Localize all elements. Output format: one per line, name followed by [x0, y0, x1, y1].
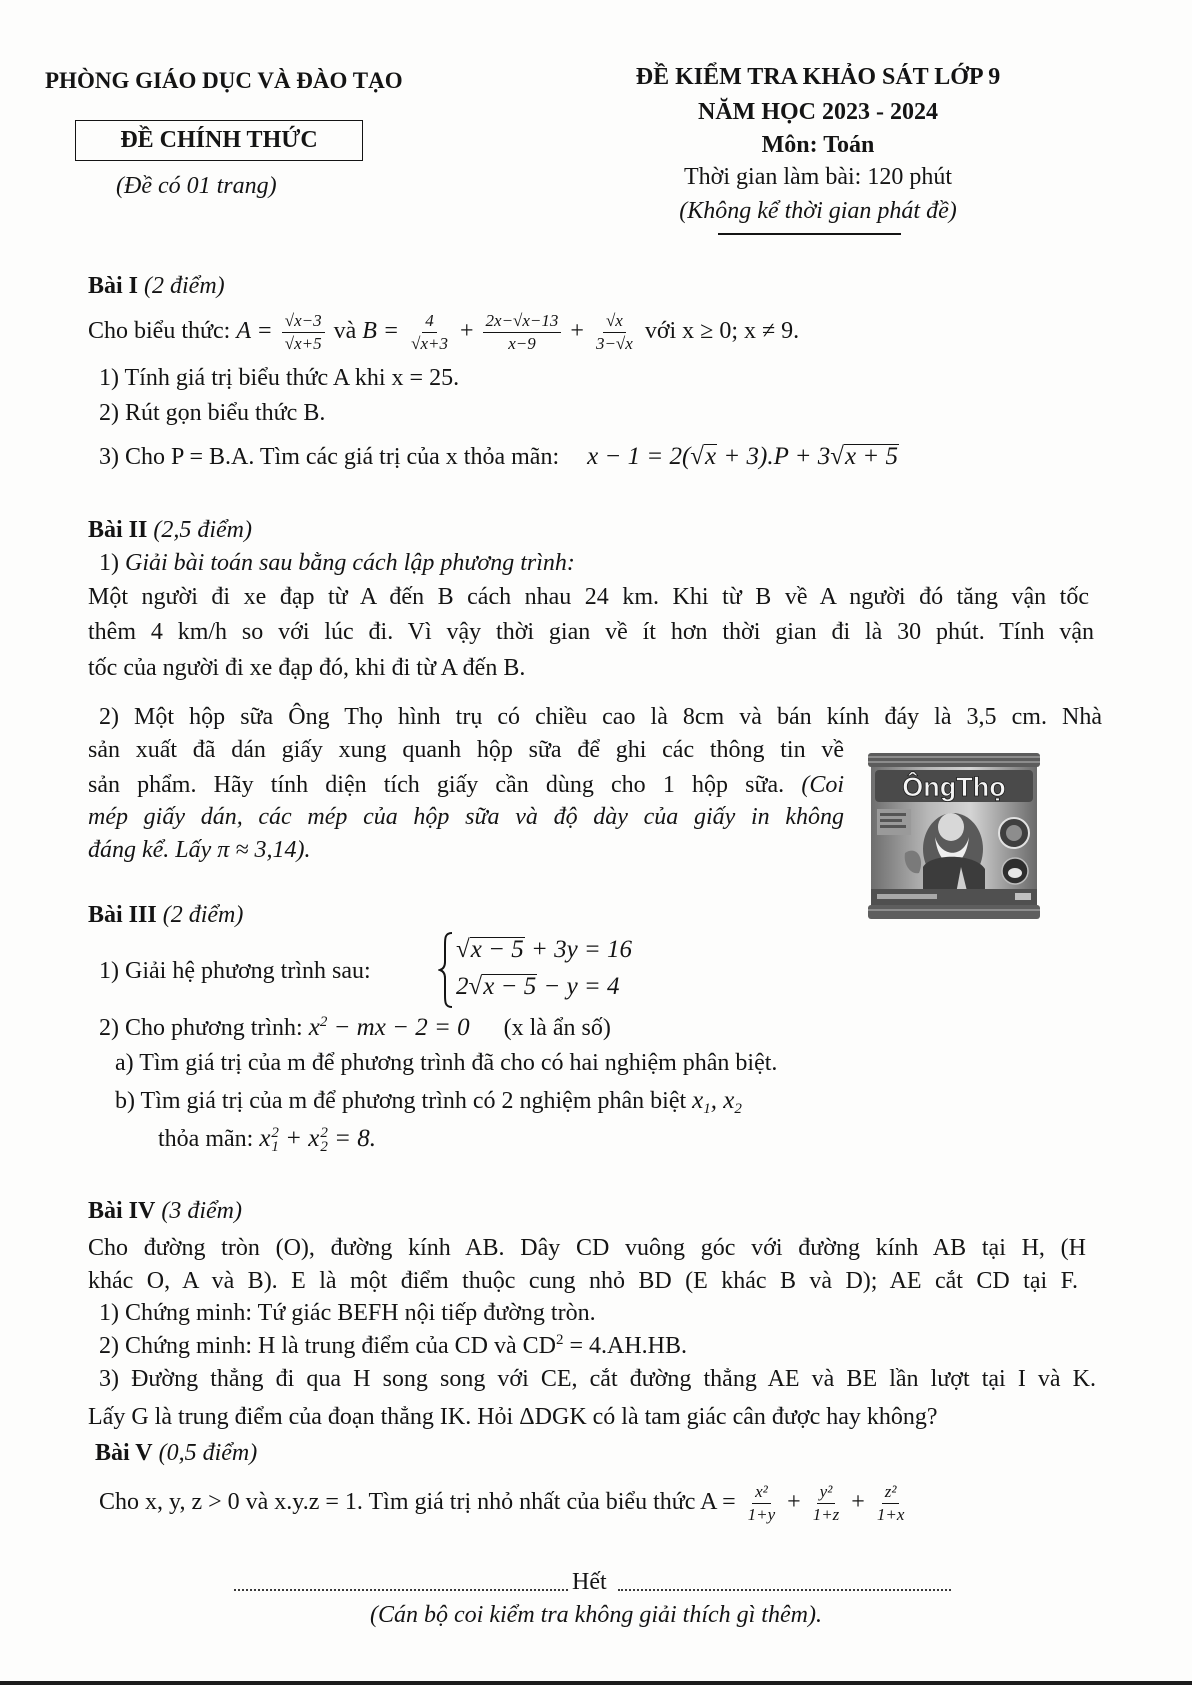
line-text: sản phẩm. Hãy tính diện tích giấy cần dùng cho 1 hộp sữa. — [88, 772, 802, 798]
condition-text: thỏa mãn: — [158, 1126, 260, 1152]
eq-base: x — [308, 1014, 320, 1041]
bai2-p1-line: thêm 4 km/h so với lúc đi. Vì vậy thời gian về ít hơn thời gian đi là 30 phút. Tính vận — [88, 619, 1094, 645]
milk-can-photo — [865, 749, 1043, 922]
bai5-statement — [99, 1481, 910, 1524]
header-underline — [718, 233, 901, 235]
bai4-heading — [88, 1196, 242, 1226]
bai3-question-2a: a) Tìm giá trị của m để phương trình đã cho có hai nghiệm phân biệt. — [115, 1050, 778, 1076]
equation-rest: − y = 4 — [537, 973, 620, 1000]
school-year: NĂM HỌC 2023 - 2024 — [698, 99, 938, 125]
bai2-heading — [88, 515, 252, 545]
system-equation-2 — [456, 971, 620, 1003]
fraction-3-denominator: 1+x — [876, 1504, 905, 1524]
sup-sub — [320, 1126, 328, 1154]
plus-sign: + — [564, 318, 590, 344]
bai1-title: Bài I — [88, 273, 139, 299]
scan-bottom-edge — [0, 1681, 1192, 1685]
index: 2 — [320, 1139, 328, 1156]
bai4-question-1: 1) Chứng minh: Tứ giác BEFH nội tiếp đường tròn. — [99, 1300, 596, 1326]
dotted-leader-left — [234, 1589, 568, 1591]
brand-lettering: ÔngThọ — [902, 772, 1006, 802]
root-index: 1 — [703, 1101, 711, 1117]
bai1-question-1: 1) Tính giá trị biểu thức A khi x = 25. — [99, 365, 460, 391]
bai4-points: (3 điểm) — [161, 1198, 242, 1224]
rhs: = 8. — [327, 1125, 377, 1152]
root-var: x — [259, 1125, 271, 1152]
sqrt-sign: √ — [468, 973, 483, 1000]
bai2-points: (2,5 điểm) — [153, 517, 252, 543]
equation-part: + 3). — [717, 443, 774, 470]
bai2-p2-line — [88, 770, 844, 800]
fraction-2 — [810, 1483, 843, 1524]
bai3-question-1-text: 1) Giải hệ phương trình sau: — [99, 958, 371, 984]
duration-note: (Không kể thời gian phát đề) — [679, 198, 957, 224]
a-lhs: A = — [236, 318, 279, 344]
equation-part: x − 1 = 2( — [587, 443, 691, 470]
sup-sub — [271, 1126, 279, 1154]
root-var: x — [723, 1087, 735, 1114]
fraction-a-denominator: √x+5 — [284, 333, 322, 353]
bai3-question-2 — [99, 1013, 611, 1043]
bai3-points: (2 điểm) — [162, 902, 244, 928]
info-panel — [877, 809, 911, 835]
bai3-title: Bài III — [88, 902, 157, 928]
fraction-3 — [874, 1483, 908, 1524]
separator: , — [710, 1087, 724, 1114]
eq-rest: − mx − 2 = 0 — [327, 1014, 470, 1041]
plus-sign: + — [453, 318, 480, 344]
fraction-b3-numerator: √x — [603, 312, 626, 333]
part-number: 1) — [99, 550, 125, 576]
q2b-text: b) Tìm giá trị của m để phương trình có 2 nghiệm phân biệt — [115, 1088, 693, 1114]
duration: Thời gian làm bài: 120 phút — [684, 164, 952, 190]
bai3-question-2b-condition — [158, 1122, 376, 1156]
bai5-heading — [95, 1438, 257, 1468]
footer-note: (Cán bộ coi kiểm tra không giải thích gì thêm). — [370, 1602, 822, 1628]
bai5-points: (0,5 điểm) — [158, 1440, 258, 1466]
fraction-b3 — [593, 312, 636, 353]
system-brace — [438, 931, 454, 1009]
sqrt-argument: x − 5 — [483, 973, 537, 1000]
sqrt-sign: √ — [690, 443, 705, 470]
fraction-b2-numerator: 2x−√x−13 — [483, 312, 562, 333]
root-var: x — [692, 1087, 704, 1114]
bai1-question-3 — [99, 440, 899, 474]
bai2-p2-line: 2) Một hộp sữa Ông Thọ hình trụ có chiều cao là 8cm và bán kính đáy là 3,5 cm. Nhà — [99, 704, 1102, 730]
plus-sign: + — [845, 1489, 871, 1515]
condition-equation — [259, 1125, 377, 1156]
fraction-b1-numerator: 4 — [422, 312, 437, 333]
bai1-q3-text: 3) Cho P = B.A. Tìm các giá trị của x thỏa mãn: — [99, 444, 560, 470]
bai3-question-2b — [115, 1086, 742, 1116]
bai2-p2-line: sản xuất đã dán giấy xung quanh hộp sữa để ghi các thông tin về — [88, 737, 844, 763]
fraction-a — [282, 312, 325, 353]
bai1-heading — [88, 271, 225, 301]
exponent: 2 — [555, 1332, 564, 1348]
bai2-p1-line: Một người đi xe đạp từ A đến B cách nhau 24 km. Khi từ B về A người đó tăng vận tốc — [88, 584, 1089, 610]
q2-text: 2) Cho phương trình: — [99, 1015, 309, 1041]
note-start: (Coi — [801, 772, 844, 798]
bai1-q3-equation — [587, 443, 899, 470]
fraction-1 — [745, 1483, 779, 1524]
fraction-b3-denominator: 3−√x — [595, 333, 633, 353]
domain-condition: với x ≥ 0; x ≠ 9. — [638, 318, 800, 344]
sqrt-argument: x + 5 — [845, 443, 898, 470]
and-word: và — [327, 318, 363, 344]
exponent: 2 — [320, 1125, 328, 1142]
roots-notation — [692, 1087, 742, 1117]
bai4-line: khác O, A và B). E là một điểm thuộc cung nhỏ BD (E khác B và D); AE cắt CD tại F. — [88, 1268, 1078, 1294]
index: 1 — [271, 1139, 279, 1156]
bai4-question-3-line: Lấy G là trung điểm của đoạn thẳng IK. Hỏi ΔDGK có là tam giác cân được hay không? — [88, 1404, 938, 1430]
page-count-note: (Đề có 01 trang) — [116, 173, 277, 199]
coefficient: 2 — [456, 973, 469, 1000]
bai3-heading — [88, 900, 243, 930]
fraction-2-denominator: 1+z — [812, 1504, 840, 1524]
quadratic-equation — [309, 1014, 470, 1041]
bai4-title: Bài IV — [88, 1198, 156, 1224]
q2-text: 2) Chứng minh: H là trung điểm của CD và CD — [99, 1333, 556, 1359]
plus-sign: + — [278, 1125, 309, 1152]
fraction-b2 — [483, 312, 562, 353]
fraction-1-denominator: 1+y — [747, 1504, 776, 1524]
fraction-3-numerator: z² — [882, 1483, 900, 1504]
fraction-b2-denominator: x−9 — [508, 333, 536, 353]
equation-part: P + 3 — [773, 443, 831, 470]
root-index: 2 — [734, 1101, 742, 1117]
bai2-p1-line: tốc của người đi xe đạp đó, khi đi từ A đến B. — [88, 655, 526, 681]
bai2-p2-note-line: mép giấy dán, các mép của hộp sữa và độ dày của giấy in không — [88, 804, 844, 830]
root-var: x — [308, 1125, 320, 1152]
fraction-b1-denominator: √x+3 — [411, 333, 448, 353]
bai4-question-3-line: 3) Đường thẳng đi qua H song song với CE, cắt đường thẳng AE và BE lần lượt tại I và K. — [99, 1366, 1096, 1392]
bai1-question-2: 2) Rút gọn biểu thức B. — [99, 400, 326, 426]
q2-rest: = 4.AH.HB. — [563, 1333, 687, 1359]
fraction-1-numerator: x² — [752, 1483, 771, 1504]
equation-rest: + 3y = 16 — [524, 936, 633, 963]
statement-text: Cho x, y, z > 0 và x.y.z = 1. Tìm giá trị nhỏ nhất của biểu thức A = — [99, 1489, 742, 1515]
bai2-p2-note-line: đáng kể. Lấy π ≈ 3,14). — [88, 837, 311, 863]
department-name: PHÒNG GIÁO DỤC VÀ ĐÀO TẠO — [45, 68, 403, 93]
instruction-text: Giải bài toán sau bằng cách lập phương trình: — [125, 550, 575, 576]
subject: Môn: Toán — [761, 132, 875, 158]
bai1-intro — [88, 311, 799, 353]
bai1-points: (2 điểm) — [144, 273, 225, 299]
exam-title: ĐỀ KIỂM TRA KHẢO SÁT LỚP 9 — [635, 64, 1001, 90]
variable-note: (x là ẩn số) — [503, 1015, 611, 1041]
fraction-2-numerator: y² — [817, 1483, 836, 1504]
fraction-b1 — [408, 312, 451, 353]
bai4-line: Cho đường tròn (O), đường kính AB. Dây CD vuông góc với đường kính AB tại H, (H — [88, 1235, 1086, 1261]
official-label-box: ĐỀ CHÍNH THỨC — [75, 120, 363, 161]
sqrt-sign: √ — [830, 443, 845, 470]
system-equation-1 — [456, 934, 632, 966]
b-lhs: B = — [362, 318, 406, 344]
end-mark: Hết — [572, 1569, 607, 1595]
bai1-intro-lead: Cho biểu thức: — [88, 318, 237, 344]
bottom-band — [871, 889, 1037, 905]
bai2-title: Bài II — [88, 517, 148, 543]
sqrt-argument: x − 5 — [470, 936, 524, 963]
fraction-a-numerator: √x−3 — [282, 312, 325, 333]
exponent: 2 — [271, 1125, 279, 1142]
bai4-question-2 — [99, 1331, 687, 1361]
brand-label — [875, 770, 1033, 802]
sqrt-sign: √ — [456, 936, 470, 963]
sqrt-argument: x — [705, 443, 717, 470]
bai5-title: Bài V — [95, 1440, 153, 1466]
dotted-leader-right — [618, 1589, 951, 1591]
eq-exponent: 2 — [319, 1014, 328, 1030]
bai2-part-1-instruction — [99, 548, 575, 578]
plus-sign: + — [781, 1489, 807, 1515]
